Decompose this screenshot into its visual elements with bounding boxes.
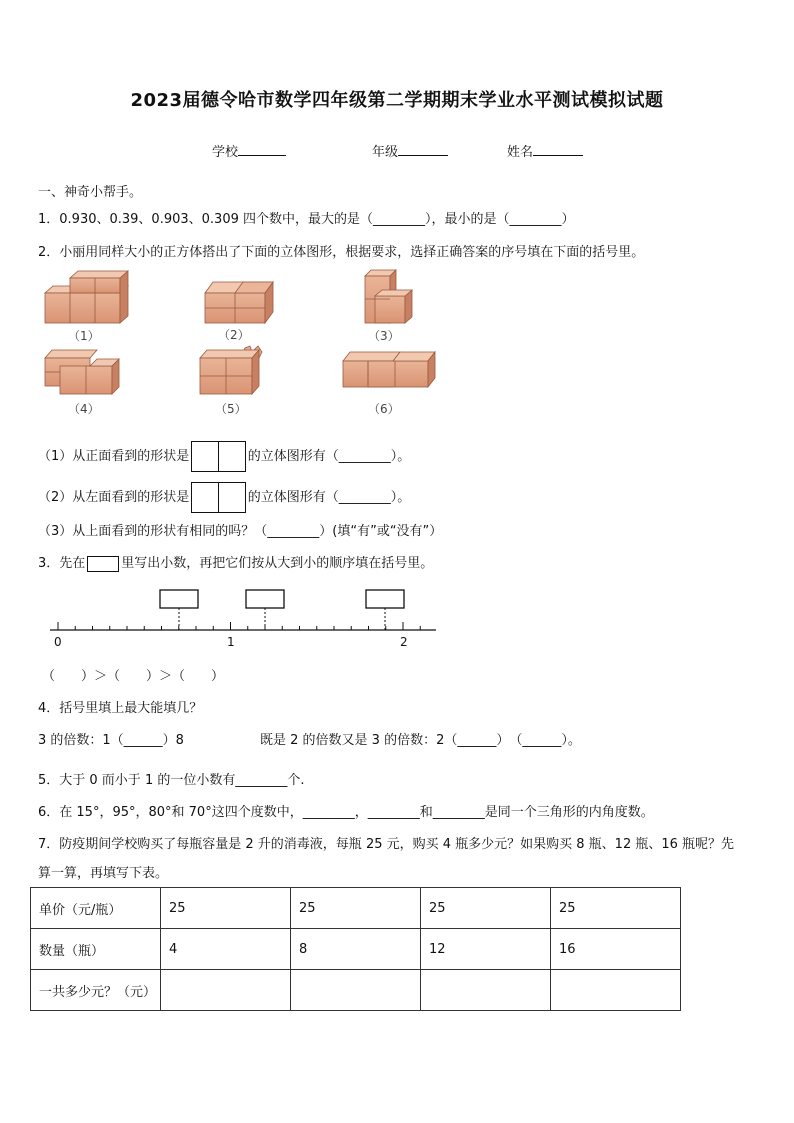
table-cell: 25 [551,888,681,929]
answer-box[interactable] [246,590,284,608]
question-7-line-1: 7．防疫期间学校购买了每瓶容量是 2 升的消毒液，每瓶 25 元，购买 4 瓶多少元？如果购买 8 瓶、12 瓶、16 瓶呢？先 [38,837,735,852]
table-cell: 25 [291,888,421,929]
figure-2 [205,282,273,323]
answer-cell[interactable] [421,970,551,1011]
tick-label: 2 [400,635,408,649]
name-field[interactable]: 姓名 [507,141,583,160]
figure-label: （5） [215,402,247,416]
figure-label: （6） [368,402,400,416]
table-cell: 单价（元/瓶） [31,888,161,929]
table-cell: 25 [161,888,291,929]
table-row [31,888,681,929]
figure-label: （1） [68,329,100,343]
question-2-2: （2）从左面看到的形状是 的立体图形有（________）。 [38,482,410,513]
figure-label: （3） [368,329,400,343]
section-heading: 一、神奇小帮手。 [38,185,143,200]
front-view-shape [191,441,246,472]
left-view-shape [191,482,246,513]
question-2-3: （3）从上面看到的形状有相同的吗？（________）(填“有”或“没有”） [38,524,443,539]
question-2-1: （1）从正面看到的形状是 的立体图形有（________）。 [38,441,410,472]
tick-label: 1 [227,635,235,649]
grade-field[interactable]: 年级 [372,141,448,160]
figure-4 [45,350,119,394]
question-7-line-2: 算一算，再填写下表。 [38,866,169,881]
table-row [31,929,681,970]
figure-label: （2） [218,328,250,342]
answer-cell[interactable] [551,970,681,1011]
answer-box[interactable] [160,590,198,608]
question-4b: 既是 2 的倍数又是 3 的倍数：2（______） （______）。 [260,733,581,748]
question-2: 2．小丽用同样大小的正方体搭出了下面的立体图形，根据要求，选择正确答案的序号填在下面的括号里。 [38,245,645,260]
figure-3 [365,270,412,323]
table-cell: 数量（瓶） [31,929,161,970]
order-blanks: （ ）＞（ ）＞（ ） [42,669,225,684]
table-cell: 16 [551,929,681,970]
question-4: 4．括号里填上最大能填几？ [38,701,203,716]
figure-label: （4） [68,402,100,416]
question-5: 5．大于 0 而小于 1 的一位小数有________个. [38,773,305,788]
figure-5 [200,346,262,394]
table-cell: 一共多少元？（元） [31,970,161,1011]
question-3: 3．先在 里写出小数，再把它们按从大到小的顺序填在括号里。 [38,556,434,571]
answer-box[interactable] [366,590,404,608]
question-6: 6．在 15°，95°，80°和 70°这四个度数中，________，________和________是同一个三角形的内角度数。 [38,805,654,820]
table-cell: 12 [421,929,551,970]
question-1: 1．0.930、0.39、0.903、0.309 四个数中，最大的是（________），最小的是（________） [38,212,575,227]
answer-box-icon [87,556,119,572]
page-title: 2023届德令哈市数学四年级第二学期期末学业水平测试模拟试题 [130,90,664,111]
question-4a: 3 的倍数：1（______）8 [38,733,184,748]
tick-label: 0 [54,635,62,649]
figure-1 [45,271,128,323]
table-row [31,970,681,1011]
answer-cell[interactable] [161,970,291,1011]
cube-figures [40,268,440,423]
school-field[interactable]: 学校 [212,141,286,160]
table-cell: 8 [291,929,421,970]
price-table [30,887,681,1011]
number-line [48,586,448,654]
figure-6 [343,352,435,387]
table-cell: 4 [161,929,291,970]
answer-cell[interactable] [291,970,421,1011]
table-cell: 25 [421,888,551,929]
